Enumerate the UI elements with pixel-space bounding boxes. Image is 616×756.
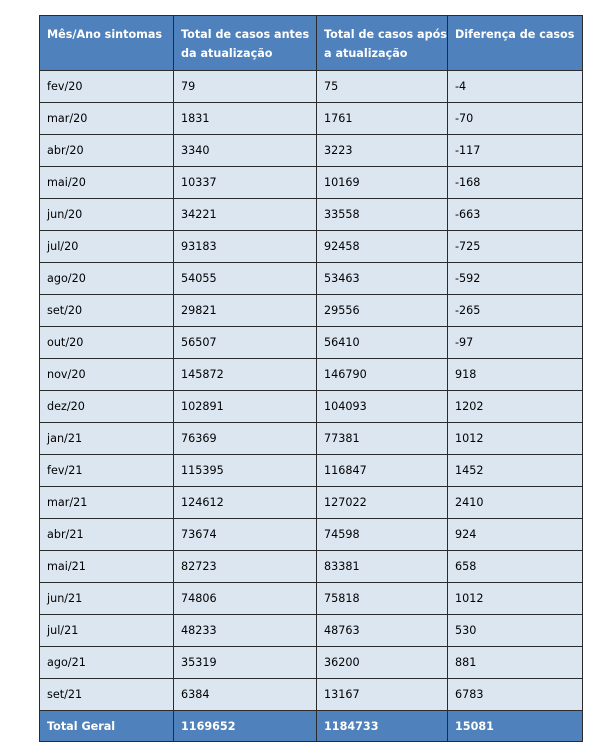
- table-row: [40, 519, 583, 551]
- cell-total-after: 83381: [317, 551, 448, 583]
- cell-total-after: 36200: [317, 647, 448, 679]
- cell-difference: -168: [448, 167, 583, 199]
- cell-total-after: 33558: [317, 199, 448, 231]
- cell-month-year: jul/21: [40, 615, 174, 647]
- cell-total-before: 93183: [174, 231, 317, 263]
- cell-total-before: 10337: [174, 167, 317, 199]
- table-row: [40, 615, 583, 647]
- cell-difference: -663: [448, 199, 583, 231]
- cell-total-after: 13167: [317, 679, 448, 711]
- cell-total-before: 74806: [174, 583, 317, 615]
- table-row: [40, 167, 583, 199]
- table-row: [40, 71, 583, 103]
- table-header-row: [40, 16, 583, 71]
- cell-month-year: jun/20: [40, 199, 174, 231]
- table-row: [40, 551, 583, 583]
- total-difference: 15081: [448, 711, 583, 742]
- cell-total-after: 56410: [317, 327, 448, 359]
- cell-month-year: jul/20: [40, 231, 174, 263]
- cell-total-before: 82723: [174, 551, 317, 583]
- total-after: 1184733: [317, 711, 448, 742]
- cell-total-after: 77381: [317, 423, 448, 455]
- cell-total-after: 48763: [317, 615, 448, 647]
- table-row: [40, 263, 583, 295]
- cell-total-after: 1761: [317, 103, 448, 135]
- cell-month-year: nov/20: [40, 359, 174, 391]
- table-row: [40, 487, 583, 519]
- table-row: [40, 391, 583, 423]
- cell-month-year: fev/21: [40, 455, 174, 487]
- table-row: [40, 455, 583, 487]
- cell-total-before: 73674: [174, 519, 317, 551]
- cell-total-before: 54055: [174, 263, 317, 295]
- cell-difference: -97: [448, 327, 583, 359]
- header-difference: Diferença de casos: [448, 16, 583, 71]
- cell-difference: 6783: [448, 679, 583, 711]
- cell-difference: 530: [448, 615, 583, 647]
- cell-difference: 918: [448, 359, 583, 391]
- cell-total-before: 3340: [174, 135, 317, 167]
- cell-difference: 1012: [448, 583, 583, 615]
- cell-difference: 1012: [448, 423, 583, 455]
- cell-total-after: 3223: [317, 135, 448, 167]
- cell-total-after: 10169: [317, 167, 448, 199]
- table-row: [40, 231, 583, 263]
- cell-total-before: 76369: [174, 423, 317, 455]
- table-row: [40, 295, 583, 327]
- table-row: [40, 647, 583, 679]
- table-total-row: [40, 711, 583, 742]
- cell-month-year: out/20: [40, 327, 174, 359]
- cell-total-before: 35319: [174, 647, 317, 679]
- cell-total-after: 29556: [317, 295, 448, 327]
- cell-total-before: 56507: [174, 327, 317, 359]
- cell-total-after: 127022: [317, 487, 448, 519]
- cell-difference: -117: [448, 135, 583, 167]
- cell-difference: 881: [448, 647, 583, 679]
- cell-difference: 658: [448, 551, 583, 583]
- cell-month-year: abr/21: [40, 519, 174, 551]
- cell-month-year: set/21: [40, 679, 174, 711]
- header-month-year: Mês/Ano sintomas: [40, 16, 174, 71]
- cell-month-year: ago/20: [40, 263, 174, 295]
- cell-total-before: 48233: [174, 615, 317, 647]
- header-total-after: Total de casos após a atualização: [317, 16, 448, 71]
- cell-month-year: mar/20: [40, 103, 174, 135]
- cell-month-year: mai/21: [40, 551, 174, 583]
- cases-table: [39, 15, 583, 742]
- cell-total-after: 74598: [317, 519, 448, 551]
- header-total-before: Total de casos antes da atualização: [174, 16, 317, 71]
- total-before: 1169652: [174, 711, 317, 742]
- cell-total-before: 115395: [174, 455, 317, 487]
- cell-month-year: set/20: [40, 295, 174, 327]
- cell-month-year: abr/20: [40, 135, 174, 167]
- table-row: [40, 103, 583, 135]
- table-row: [40, 135, 583, 167]
- cell-difference: 1452: [448, 455, 583, 487]
- table-body: [40, 71, 583, 711]
- cell-difference: -70: [448, 103, 583, 135]
- cell-difference: 924: [448, 519, 583, 551]
- cell-total-before: 79: [174, 71, 317, 103]
- table-row: [40, 583, 583, 615]
- cell-total-after: 146790: [317, 359, 448, 391]
- table-row: [40, 679, 583, 711]
- cell-total-before: 102891: [174, 391, 317, 423]
- cell-month-year: dez/20: [40, 391, 174, 423]
- cell-difference: -725: [448, 231, 583, 263]
- cell-difference: 1202: [448, 391, 583, 423]
- cell-total-after: 104093: [317, 391, 448, 423]
- table-row: [40, 423, 583, 455]
- cell-total-before: 145872: [174, 359, 317, 391]
- cases-table-container: [39, 15, 582, 742]
- cell-total-before: 1831: [174, 103, 317, 135]
- cell-month-year: fev/20: [40, 71, 174, 103]
- cell-total-after: 75: [317, 71, 448, 103]
- cell-total-before: 34221: [174, 199, 317, 231]
- cell-difference: 2410: [448, 487, 583, 519]
- cell-total-before: 29821: [174, 295, 317, 327]
- cell-total-after: 75818: [317, 583, 448, 615]
- cell-month-year: jan/21: [40, 423, 174, 455]
- cell-difference: -265: [448, 295, 583, 327]
- cell-difference: -592: [448, 263, 583, 295]
- cell-month-year: jun/21: [40, 583, 174, 615]
- table-row: [40, 199, 583, 231]
- cell-difference: -4: [448, 71, 583, 103]
- cell-total-after: 92458: [317, 231, 448, 263]
- cell-total-before: 124612: [174, 487, 317, 519]
- cell-total-after: 53463: [317, 263, 448, 295]
- cell-total-after: 116847: [317, 455, 448, 487]
- cell-month-year: mai/20: [40, 167, 174, 199]
- table-row: [40, 359, 583, 391]
- total-label: Total Geral: [40, 711, 174, 742]
- table-row: [40, 327, 583, 359]
- cell-total-before: 6384: [174, 679, 317, 711]
- cell-month-year: mar/21: [40, 487, 174, 519]
- cell-month-year: ago/21: [40, 647, 174, 679]
